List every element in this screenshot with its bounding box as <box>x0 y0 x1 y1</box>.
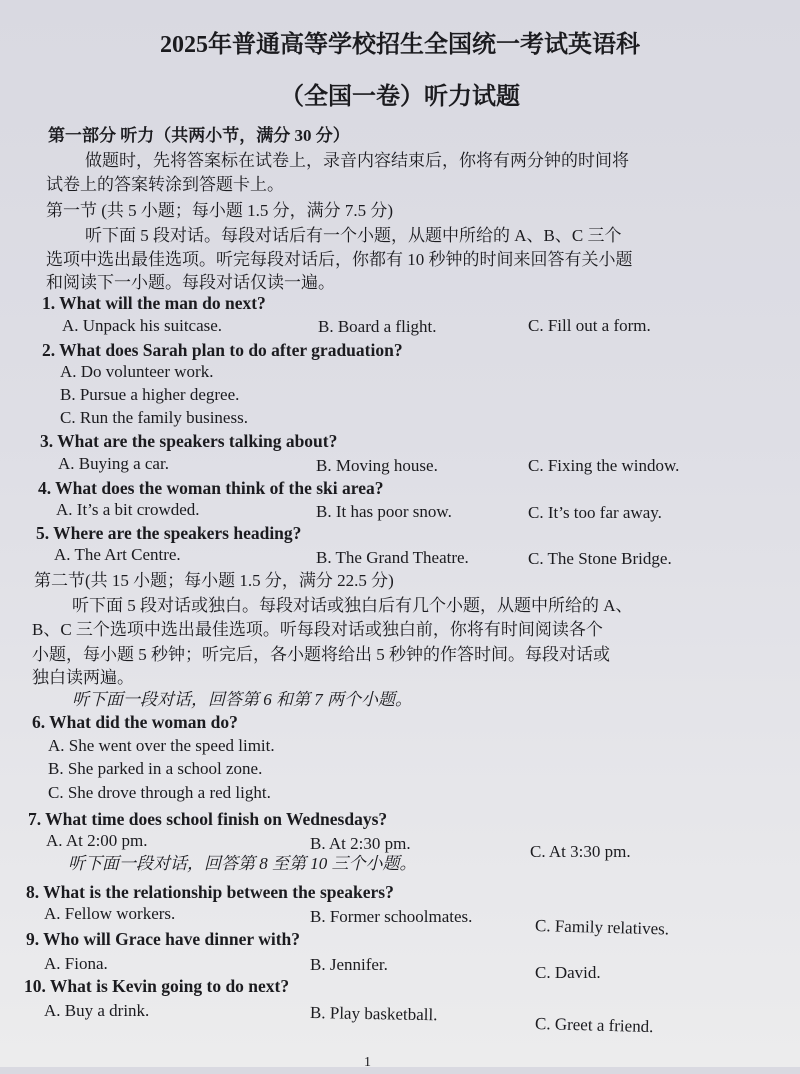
question-2: 2. What does Sarah plan to do after graduation? <box>42 340 403 360</box>
part1-intro-line: 试卷上的答案转涂到答题卡上。 <box>46 175 284 194</box>
option-a: A. The Art Centre. <box>54 545 181 564</box>
option-a: A. Buy a drink. <box>44 1001 150 1020</box>
option-b: B. Former schoolmates. <box>310 907 473 926</box>
option-b: B. At 2:30 pm. <box>310 834 411 853</box>
section2-heading: 第二节(共 15 小题；每小题 1.5 分，满分 22.5 分) <box>34 571 394 590</box>
option-b: B. Play basketball. <box>309 1003 438 1025</box>
option-c: C. Family relatives. <box>534 916 670 939</box>
option-a: A. Unpack his suitcase. <box>62 316 223 335</box>
option-c: C. It’s too far away. <box>528 503 662 522</box>
option-a: A. Fiona. <box>44 954 108 973</box>
option-a: A. She went over the speed limit. <box>48 736 275 755</box>
question-8: 8. What is the relationship between the speakers? <box>26 882 394 902</box>
option-c: C. At 3:30 pm. <box>530 842 631 861</box>
section1-intro-line: 选项中选出最佳选项。听完每段对话后，你都有 10 秒钟的时间来回答有关小题 <box>46 250 633 269</box>
option-c: C. The Stone Bridge. <box>528 549 672 568</box>
option-c: C. Greet a friend. <box>534 1014 654 1037</box>
question-3: 3. What are the speakers talking about? <box>40 431 338 451</box>
option-a: A. Fellow workers. <box>44 904 176 923</box>
exam-title: 2025年普通高等学校招生全国统一考试英语科 <box>160 32 640 58</box>
part1-heading: 第一部分 听力（共两小节，满分 30 分） <box>48 126 350 145</box>
option-b: B. It has poor snow. <box>316 502 452 521</box>
option-c: C. Fill out a form. <box>528 316 651 335</box>
dialogue-note: 听下面一段对话，回答第 8 至第 10 三个小题。 <box>68 854 417 873</box>
section2-intro-line: B、C 三个选项中选出最佳选项。听每段对话或独白前，你将有时间阅读各个 <box>32 620 603 639</box>
question-9: 9. Who will Grace have dinner with? <box>26 929 301 949</box>
option-b: B. Jennifer. <box>310 955 388 974</box>
question-4: 4. What does the woman think of the ski area? <box>38 478 384 498</box>
question-6: 6. What did the woman do? <box>32 712 238 732</box>
option-c: C. Run the family business. <box>60 408 248 427</box>
option-a: A. It’s a bit crowded. <box>56 500 200 519</box>
option-a: A. Do volunteer work. <box>60 362 214 381</box>
section1-intro-line: 和阅读下一小题。每段对话仅读一遍。 <box>46 273 335 292</box>
question-7: 7. What time does school finish on Wednesdays? <box>28 809 388 829</box>
page-number: 1 <box>364 1055 371 1070</box>
part1-intro-line: 做题时，先将答案标在试卷上，录音内容结束后，你将有两分钟的时间将 <box>85 151 629 170</box>
option-b: B. Board a flight. <box>318 317 437 336</box>
option-c: C. She drove through a red light. <box>48 783 271 802</box>
section1-intro-line: 听下面 5 段对话。每段对话后有一个小题，从题中所给的 A、B、C 三个 <box>85 226 622 245</box>
option-b: B. Moving house. <box>316 456 438 475</box>
option-c: C. Fixing the window. <box>528 456 680 475</box>
option-a: A. At 2:00 pm. <box>46 831 148 850</box>
option-b: B. She parked in a school zone. <box>48 759 263 778</box>
section2-intro-line: 听下面 5 段对话或独白。每段对话或独白后有几个小题，从题中所给的 A、 <box>72 596 633 615</box>
dialogue-note: 听下面一段对话，回答第 6 和第 7 两个小题。 <box>72 690 412 709</box>
question-10: 10. What is Kevin going to do next? <box>24 976 290 996</box>
section2-intro-line: 独白读两遍。 <box>32 668 134 687</box>
option-b: B. The Grand Theatre. <box>316 548 469 567</box>
section1-heading: 第一节 (共 5 小题；每小题 1.5 分，满分 7.5 分) <box>46 201 394 220</box>
section2-intro-line: 小题，每小题 5 秒钟；听完后，各小题将给出 5 秒钟的作答时间。每段对话或 <box>32 645 610 664</box>
question-5: 5. Where are the speakers heading? <box>36 523 302 543</box>
option-b: B. Pursue a higher degree. <box>60 385 240 404</box>
option-a: A. Buying a car. <box>58 454 169 473</box>
exam-subtitle: （全国一卷）听力试题 <box>280 84 520 110</box>
question-1: 1. What will the man do next? <box>42 293 266 313</box>
option-c: C. David. <box>535 963 601 982</box>
